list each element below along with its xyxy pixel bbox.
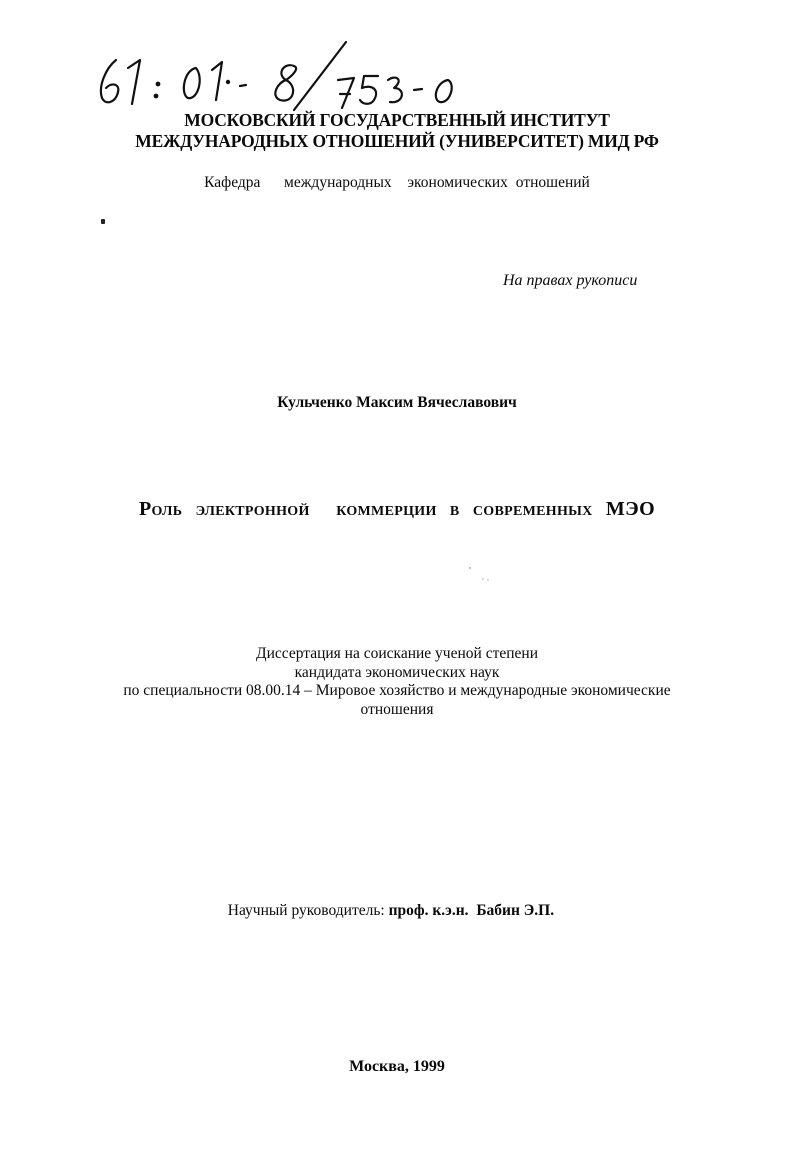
dissertation-title: Роль электронной коммерции в современных МЭО bbox=[138, 498, 656, 520]
institution-name bbox=[0, 110, 794, 152]
rights-note: На правах рукописи bbox=[503, 272, 638, 289]
dissertation-line-4: отношения bbox=[360, 700, 434, 718]
dissertation-line-1: Диссертация на соискание ученой степени bbox=[256, 645, 538, 662]
advisor-name: Бабин Э.П. bbox=[472, 902, 555, 919]
department-name: Кафедра международных экономических отношений bbox=[204, 174, 590, 191]
dissertation-line-2: кандидата экономических наук bbox=[294, 663, 500, 681]
scientific-advisor bbox=[220, 884, 554, 920]
author-name: Кульченко Максим Вячеславович bbox=[277, 394, 517, 411]
advisor-degree: проф. к.э.н. bbox=[388, 902, 473, 919]
scan-noise bbox=[466, 565, 496, 585]
institution-line-2: МЕЖДУНАРОДНЫХ ОТНОШЕНИЙ (УНИВЕРСИТЕТ) МИД РФ bbox=[135, 131, 659, 151]
city-year: Москва, 1999 bbox=[349, 1058, 445, 1075]
handwritten-registration-code bbox=[88, 38, 508, 118]
dissertation-line-3: по специальности 08.00.14 – Мировое хозяйство и международные экономические bbox=[123, 682, 671, 699]
institution-line-1: МОСКОВСКИЙ ГОСУДАРСТВЕННЫЙ ИНСТИТУТ bbox=[184, 110, 610, 130]
scan-speck bbox=[101, 219, 105, 224]
advisor-label: Научный руководитель: bbox=[227, 902, 389, 919]
dissertation-description bbox=[0, 645, 794, 719]
